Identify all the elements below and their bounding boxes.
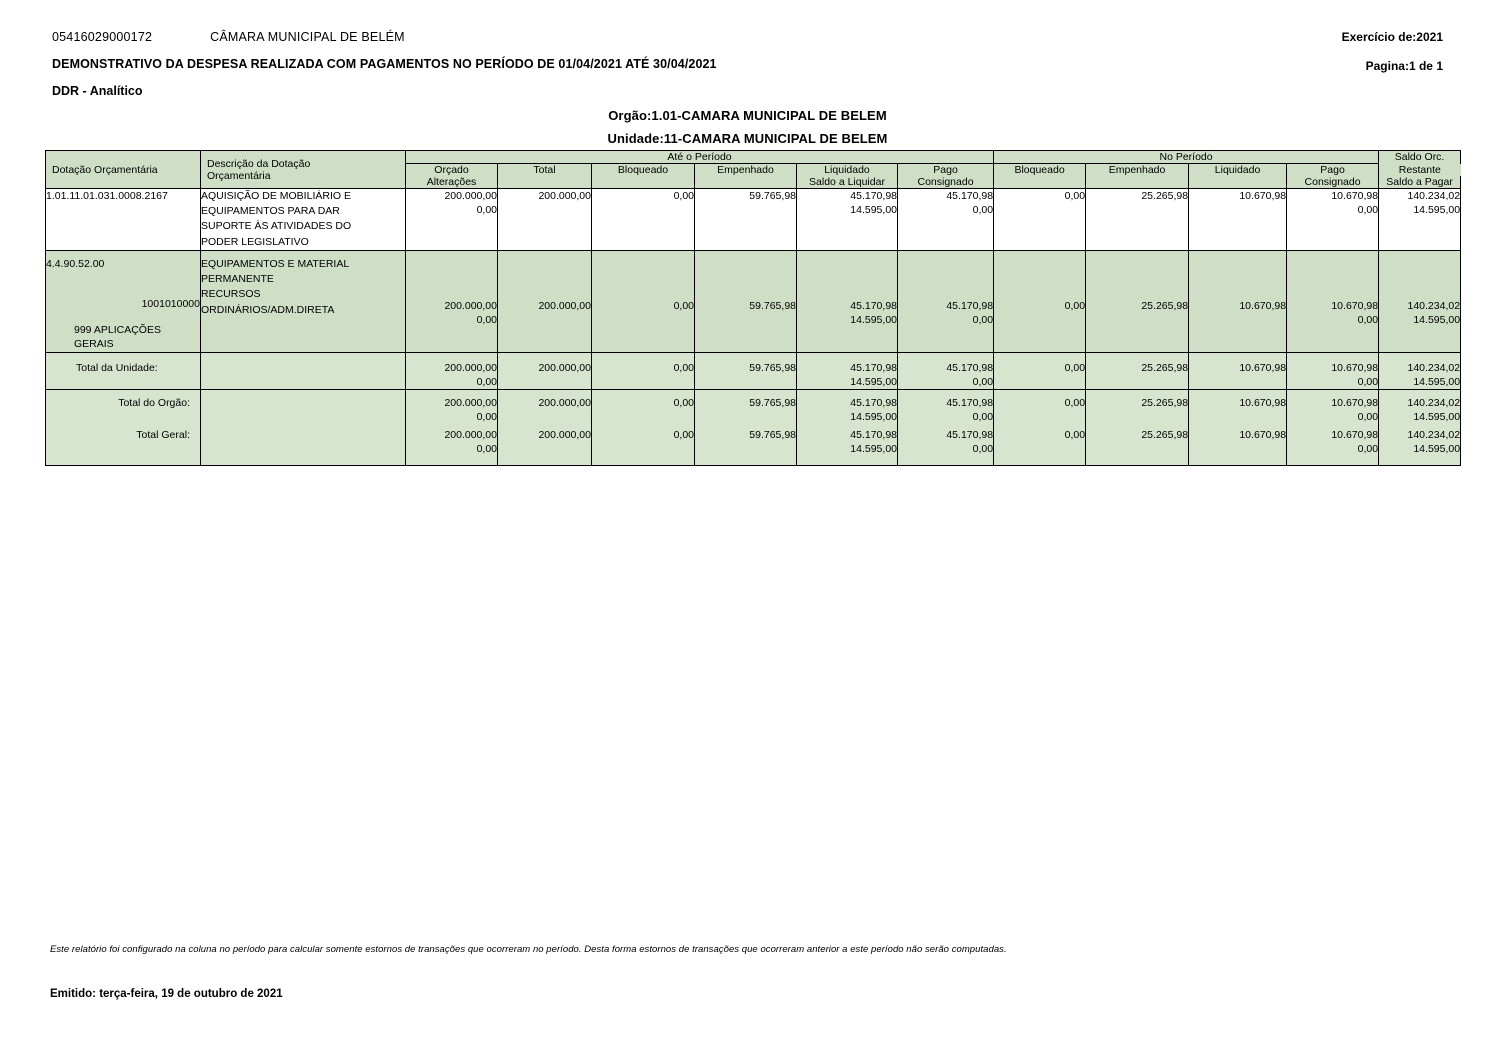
fonte-description-line2: ORDINÁRIOS/ADM.DIRETA [201, 303, 335, 316]
total-orgao-liquidado-value: 45.170,98 [850, 396, 897, 409]
total-geral-blank [201, 424, 406, 465]
total-unidade-alteracoes-value: 0,00 [476, 375, 497, 388]
element-alteracoes-value: 0,00 [476, 314, 497, 327]
report-table [45, 150, 1461, 466]
aplicacao-label: 999 APLICAÇÕES GERAIS [74, 324, 161, 351]
detail-saldo-liquidar-value: 14.595,00 [850, 204, 897, 217]
total-geral-orcado-value: 200.000,00 [444, 429, 497, 442]
element-saldo-liquidar-value: 14.595,00 [850, 314, 897, 327]
element-np-bloqueado: 0,00 [994, 250, 1086, 352]
element-np-pago [1287, 250, 1379, 352]
total-orgao-np-pago [1287, 389, 1379, 424]
total-geral-consignado-value: 0,00 [972, 443, 994, 456]
total-geral-np-pago [1287, 424, 1379, 465]
total-unidade-saldo-liquidar-value: 14.595,00 [850, 375, 897, 388]
col-total-header: Total [498, 164, 592, 189]
element-np-pago-value: 10.670,98 [1331, 299, 1379, 312]
total-unidade-orcado-value: 200.000,00 [444, 361, 497, 374]
total-unidade-liquidado-value: 45.170,98 [850, 361, 897, 374]
total-orgao-saldo-restante-value: 140.234,02 [1407, 396, 1461, 409]
total-unidade-np-consignado-value: 0,00 [1357, 375, 1379, 388]
total-orgao-consignado-value: 0,00 [972, 411, 994, 424]
total-unidade-orcado [406, 352, 498, 389]
element-np-liquidado: 10.670,98 [1189, 250, 1287, 352]
detail-np-bloqueado: 0,00 [994, 189, 1086, 251]
element-pago [898, 250, 994, 352]
col-saldo-pagar-header: Saldo a Pagar [1379, 176, 1461, 189]
total-unidade-saldo [1379, 352, 1461, 389]
total-orgao-orcado [406, 389, 498, 424]
total-geral-pago [898, 424, 994, 465]
detail-np-pago [1287, 189, 1379, 251]
detail-description-line4: PODER LEGISLATIVO [201, 235, 309, 248]
col-dotacao-header: Dotação Orçamentária [46, 151, 201, 189]
detail-liquidado [797, 189, 898, 251]
total-orgao-saldo-liquidar-value: 14.595,00 [850, 411, 897, 424]
group-header-ate-periodo: Até o Período [406, 151, 994, 164]
element-saldo-pagar-value: 14.595,00 [1413, 314, 1461, 327]
detail-bloqueado: 0,00 [592, 189, 695, 251]
total-unidade-saldo-restante-value: 140.234,02 [1407, 361, 1461, 374]
report-header [52, 30, 1443, 98]
org-unit-block [0, 108, 1495, 154]
cnpj-text: 05416029000172 [52, 30, 153, 44]
total-unidade-bloqueado: 0,00 [592, 352, 695, 389]
detail-orcado [406, 189, 498, 251]
report-footnote: Este relatório foi configurado na coluna no período para calcular somente estornos de transações que ocorreram no período. Desta forma estornos de transações que ocorreram anterior a este período não serão computadas. [50, 944, 1007, 955]
unidade-line: Unidade:11-CAMARA MUNICIPAL DE BELEM [607, 131, 888, 146]
total-unidade-np-pago [1287, 352, 1379, 389]
element-saldo [1379, 250, 1461, 352]
col-descricao-line1: Descrição da Dotação [207, 157, 311, 170]
detail-saldo-restante-value: 140.234,02 [1407, 190, 1461, 202]
group-header-saldo-orc: Saldo Orc. [1379, 151, 1461, 164]
detail-liquidado-value: 45.170,98 [850, 190, 897, 202]
report-table-wrap [45, 150, 1461, 466]
pagina-text: Pagina:1 de 1 [1365, 59, 1443, 73]
table-row [46, 389, 1461, 424]
col-alteracoes-header: Alterações [406, 176, 498, 189]
element-pago-value: 45.170,98 [946, 299, 994, 312]
element-code: 4.4.90.52.00 [46, 257, 105, 270]
element-description-line2: PERMANENTE [201, 273, 274, 286]
total-orgao-bloqueado: 0,00 [592, 389, 695, 424]
entity-name: CÂMARA MUNICIPAL DE BELÉM [210, 30, 405, 44]
element-liquidado [797, 250, 898, 352]
col-consignado-header: Consignado [898, 176, 994, 189]
total-geral-bloqueado: 0,00 [592, 424, 695, 465]
total-unidade-np-liquidado: 10.670,98 [1189, 352, 1287, 389]
element-np-consignado-value: 0,00 [1357, 314, 1379, 327]
col-np-liquidado-header: Liquidado [1189, 164, 1287, 189]
total-orgao-np-pago-value: 10.670,98 [1331, 396, 1379, 409]
total-unidade-empenhado: 59.765,98 [695, 352, 797, 389]
group-header-no-periodo: No Período [994, 151, 1379, 164]
detail-np-liquidado: 10.670,98 [1189, 189, 1287, 251]
detail-description-line2: EQUIPAMENTOS PARA DAR [201, 205, 340, 218]
total-unidade-blank [201, 352, 406, 389]
table-row [46, 189, 1461, 251]
total-orgao-saldo-pagar-value: 14.595,00 [1413, 411, 1461, 424]
col-pago-header: Pago [898, 164, 994, 177]
col-liquidado-header: Liquidado [797, 164, 898, 177]
total-unidade-saldo-pagar-value: 14.595,00 [1413, 375, 1461, 388]
element-description-line1: EQUIPAMENTOS E MATERIAL [201, 257, 350, 270]
orgao-line: Orgão:1.01-CAMARA MUNICIPAL DE BELEM [608, 108, 887, 123]
total-orgao-empenhado: 59.765,98 [695, 389, 797, 424]
total-orgao-total: 200.000,00 [498, 389, 592, 424]
total-geral-np-consignado-value: 0,00 [1357, 443, 1379, 456]
detail-pago-value: 45.170,98 [946, 190, 994, 202]
col-np-consignado-header: Consignado [1287, 176, 1379, 189]
total-geral-liquidado [797, 424, 898, 465]
total-orgao-pago [898, 389, 994, 424]
detail-total: 200.000,00 [498, 189, 592, 251]
total-orgao-blank [201, 389, 406, 424]
detail-saldo-pagar-value: 14.595,00 [1413, 204, 1461, 217]
col-orcado-header: Orçado [406, 164, 498, 177]
fonte-code: 1001010000 [141, 298, 200, 311]
detail-saldo [1379, 189, 1461, 251]
total-geral-label: Total Geral: [46, 424, 201, 465]
total-geral-saldo-pagar-value: 14.595,00 [1413, 443, 1461, 456]
detail-description-line3: SUPORTE ÀS ATIVIDADES DO [201, 220, 352, 233]
col-descricao-line2: Orçamentária [207, 169, 271, 182]
total-unidade-total: 200.000,00 [498, 352, 592, 389]
total-geral-saldo-restante-value: 140.234,02 [1407, 429, 1461, 442]
col-np-bloqueado-header: Bloqueado [994, 164, 1086, 189]
total-geral-np-pago-value: 10.670,98 [1331, 429, 1379, 442]
element-description-cell [201, 250, 406, 352]
element-code-cell [46, 250, 201, 352]
detail-dotacao-code: 1.01.11.01.031.0008.2167 [46, 189, 201, 251]
col-saldo-liquidar-header: Saldo a Liquidar [797, 176, 898, 189]
total-orgao-np-empenhado: 25.265,98 [1086, 389, 1189, 424]
emitido-text: Emitido: terça-feira, 19 de outubro de 2021 [50, 988, 283, 1000]
col-bloqueado-header: Bloqueado [592, 164, 695, 189]
total-geral-orcado [406, 424, 498, 465]
table-row [46, 352, 1461, 389]
report-subtitle: DDR - Analítico [52, 84, 143, 98]
detail-np-pago-value: 10.670,98 [1331, 190, 1379, 202]
total-orgao-orcado-value: 200.000,00 [444, 396, 497, 409]
header-right-block [1342, 30, 1443, 73]
total-unidade-np-pago-value: 10.670,98 [1331, 361, 1379, 374]
total-orgao-np-bloqueado: 0,00 [994, 389, 1086, 424]
col-np-empenhado-header: Empenhado [1086, 164, 1189, 189]
total-orgao-np-liquidado: 10.670,98 [1189, 389, 1287, 424]
element-orcado [406, 250, 498, 352]
total-geral-saldo-liquidar-value: 14.595,00 [850, 443, 897, 456]
element-empenhado: 59.765,98 [695, 250, 797, 352]
table-header-group-row [46, 151, 1461, 164]
total-unidade-np-bloqueado: 0,00 [994, 352, 1086, 389]
total-geral-alteracoes-value: 0,00 [476, 443, 497, 456]
detail-np-consignado-value: 0,00 [1357, 204, 1379, 217]
total-orgao-pago-value: 45.170,98 [946, 396, 994, 409]
detail-pago [898, 189, 994, 251]
total-geral-liquidado-value: 45.170,98 [850, 429, 897, 442]
element-liquidado-value: 45.170,98 [850, 299, 897, 312]
total-geral-np-empenhado: 25.265,98 [1086, 424, 1189, 465]
total-geral-np-bloqueado: 0,00 [994, 424, 1086, 465]
detail-alteracoes-value: 0,00 [476, 204, 497, 217]
total-geral-empenhado: 59.765,98 [695, 424, 797, 465]
total-unidade-np-empenhado: 25.265,98 [1086, 352, 1189, 389]
table-row [46, 424, 1461, 465]
element-np-empenhado: 25.265,98 [1086, 250, 1189, 352]
detail-orcado-value: 200.000,00 [444, 190, 497, 202]
total-unidade-pago-value: 45.170,98 [946, 361, 994, 374]
total-orgao-liquidado [797, 389, 898, 424]
total-orgao-saldo [1379, 389, 1461, 424]
element-total: 200.000,00 [498, 250, 592, 352]
total-orgao-alteracoes-value: 0,00 [476, 411, 497, 424]
detail-empenhado: 59.765,98 [695, 189, 797, 251]
total-unidade-consignado-value: 0,00 [972, 375, 994, 388]
total-unidade-label: Total da Unidade: [46, 352, 201, 389]
total-orgao-np-consignado-value: 0,00 [1357, 411, 1379, 424]
col-empenhado-header: Empenhado [695, 164, 797, 189]
detail-description [201, 189, 406, 251]
fonte-description-line1: RECURSOS [201, 288, 261, 301]
detail-consignado-value: 0,00 [972, 204, 994, 217]
total-orgao-label: Total do Orgão: [46, 389, 201, 424]
element-orcado-value: 200.000,00 [444, 299, 497, 312]
col-np-pago-header: Pago [1287, 164, 1379, 177]
element-bloqueado: 0,00 [592, 250, 695, 352]
detail-description-line1: AQUISIÇÃO DE MOBILIÁRIO E [201, 190, 351, 202]
total-geral-saldo [1379, 424, 1461, 465]
total-unidade-liquidado [797, 352, 898, 389]
col-descricao-header [201, 151, 406, 189]
report-title: DEMONSTRATIVO DA DESPESA REALIZADA COM PAGAMENTOS NO PERÍODO DE 01/04/2021 ATÉ 30/04/2021 [52, 57, 717, 71]
element-saldo-restante-value: 140.234,02 [1407, 299, 1461, 312]
total-geral-np-liquidado: 10.670,98 [1189, 424, 1287, 465]
detail-np-empenhado: 25.265,98 [1086, 189, 1189, 251]
col-saldo-restante-header: Restante [1379, 164, 1461, 177]
total-geral-pago-value: 45.170,98 [946, 429, 994, 442]
exercicio-text: Exercício de:2021 [1341, 30, 1443, 44]
table-row [46, 250, 1461, 352]
total-geral-total: 200.000,00 [498, 424, 592, 465]
total-unidade-pago [898, 352, 994, 389]
element-consignado-value: 0,00 [972, 314, 994, 327]
